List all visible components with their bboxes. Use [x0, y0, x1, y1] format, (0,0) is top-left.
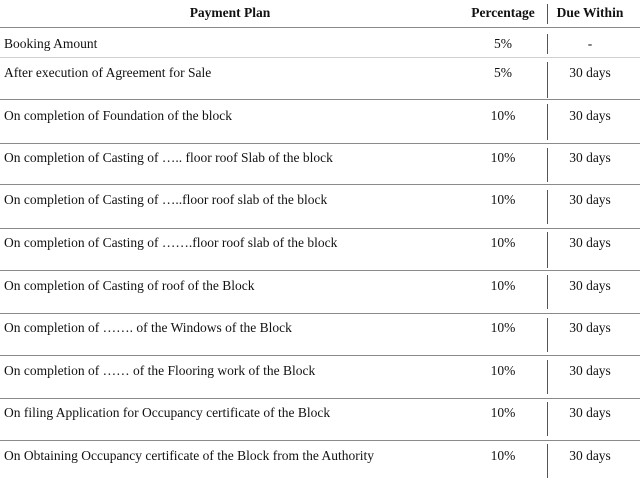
row-due: 30 days	[569, 363, 611, 378]
row-due: 30 days	[569, 108, 611, 123]
row-plan: On filing Application for Occupancy certificate of the Block	[4, 405, 331, 420]
row-divider	[0, 355, 640, 356]
row-percentage: 10%	[490, 150, 516, 165]
row-percentage: 5%	[494, 65, 512, 80]
row-percentage: 10%	[490, 320, 516, 335]
row-divider	[0, 398, 640, 399]
row-due: 30 days	[569, 65, 611, 80]
row-percentage: 10%	[490, 448, 516, 463]
column-divider	[547, 360, 548, 394]
row-divider	[0, 313, 640, 314]
row-divider	[0, 143, 640, 144]
row-plan: On Obtaining Occupancy certificate of the Block from the Authority	[4, 448, 375, 463]
row-plan: On completion of …… of the Flooring work of the Block	[4, 363, 316, 378]
row-due: 30 days	[569, 278, 611, 293]
row-plan: Booking Amount	[4, 36, 98, 51]
column-divider	[547, 275, 548, 309]
row-percentage: 10%	[490, 363, 516, 378]
row-due: 30 days	[569, 150, 611, 165]
row-due: 30 days	[569, 448, 611, 463]
column-divider	[547, 318, 548, 352]
row-divider	[0, 57, 640, 58]
column-divider	[547, 148, 548, 182]
column-divider	[547, 402, 548, 436]
column-divider	[547, 444, 548, 478]
header-due-within: Due Within	[556, 5, 624, 20]
row-plan: After execution of Agreement for Sale	[4, 65, 212, 80]
row-plan: On completion of Casting of roof of the Block	[4, 278, 255, 293]
row-percentage: 10%	[490, 235, 516, 250]
row-percentage: 10%	[490, 278, 516, 293]
column-divider	[547, 34, 548, 54]
row-due: 30 days	[569, 320, 611, 335]
column-divider	[547, 4, 548, 24]
row-divider	[0, 184, 640, 185]
row-percentage: 10%	[490, 108, 516, 123]
row-plan: On completion of Casting of …….floor roof slab of the block	[4, 235, 338, 250]
row-divider	[0, 440, 640, 441]
row-percentage: 10%	[490, 192, 516, 207]
column-divider	[547, 62, 548, 98]
row-plan: On completion of Foundation of the block	[4, 108, 232, 123]
row-percentage: 10%	[490, 405, 516, 420]
column-divider	[547, 190, 548, 224]
row-divider	[0, 27, 640, 28]
row-percentage: 5%	[494, 36, 512, 51]
row-divider	[0, 270, 640, 271]
row-due: 30 days	[569, 405, 611, 420]
column-divider	[547, 104, 548, 140]
header-percentage: Percentage	[471, 5, 535, 20]
row-due: -	[587, 36, 593, 51]
row-plan: On completion of ……. of the Windows of the Block	[4, 320, 292, 335]
row-divider	[0, 228, 640, 229]
row-divider	[0, 99, 640, 100]
row-due: 30 days	[569, 192, 611, 207]
column-divider	[547, 232, 548, 268]
row-plan: On completion of Casting of ….. floor roof Slab of the block	[4, 150, 333, 165]
header-payment-plan: Payment Plan	[189, 5, 271, 20]
row-plan: On completion of Casting of …..floor roof slab of the block	[4, 192, 328, 207]
row-due: 30 days	[569, 235, 611, 250]
